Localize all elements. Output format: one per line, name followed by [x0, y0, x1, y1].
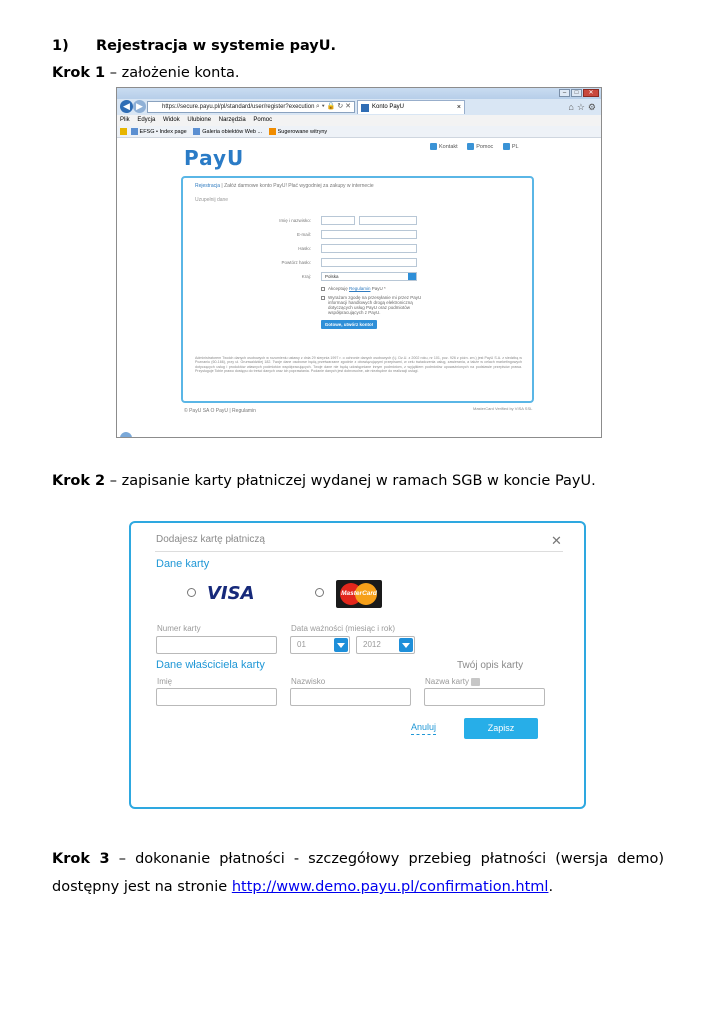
country-select[interactable]: [321, 272, 417, 281]
help-icon: [467, 143, 474, 150]
help-icon[interactable]: [471, 678, 480, 686]
menu-tools[interactable]: Narzędzia: [218, 117, 246, 123]
page-icon: [193, 128, 200, 135]
language-icon: [503, 143, 510, 150]
expiry-year-select[interactable]: [356, 636, 415, 654]
menu-bar: [117, 115, 602, 126]
chevron-down-icon: [399, 638, 413, 652]
name-label: Imię i nazwisko:: [279, 218, 311, 223]
visa-logo: VISA: [207, 583, 255, 604]
favorite-efsg[interactable]: EFSG • Index page: [139, 129, 187, 135]
registration-panel: [181, 176, 534, 403]
step3-label: Krok 3: [52, 851, 110, 867]
window-controls: [559, 89, 599, 97]
password-label: Hasło:: [298, 246, 311, 251]
registration-header: [195, 183, 374, 189]
menu-help[interactable]: Pomoc: [253, 117, 273, 123]
terms-prefix: Akceptuję: [328, 286, 350, 291]
maximize-icon[interactable]: □: [571, 89, 582, 97]
star-icon[interactable]: ☆: [576, 102, 588, 112]
visa-radio[interactable]: [187, 588, 196, 597]
page-footer-links: © PayU SA O PayU | Regulamin: [184, 408, 256, 414]
tab-title: Konto PayU: [372, 104, 405, 110]
first-name-field[interactable]: [321, 216, 355, 225]
demo-link[interactable]: http://www.demo.payu.pl/confirmation.html: [231, 879, 549, 895]
registration-tagline: | Załóż darmowe konto PayU! Płać wygodniej za zakupy w internecie: [220, 183, 374, 189]
owner-data-heading: Dane właściciela karty: [156, 659, 265, 671]
favorite-gallery[interactable]: Galeria obiektów Web ...: [202, 129, 263, 135]
section-number: 1): [52, 38, 69, 54]
terms-suffix: PayU *: [370, 286, 386, 291]
country-label: Kraj:: [301, 274, 311, 279]
payu-top-links: [430, 143, 527, 151]
step2-paragraph: [52, 471, 596, 491]
tab-favicon: [361, 104, 369, 112]
registration-link[interactable]: Rejestracja: [195, 183, 221, 189]
url-text: https://secure.payu.pl/pl/standard/user/register?execution: [162, 104, 315, 110]
address-bar-icons: ⌕ ▾ 🔒 ↻ ✕: [315, 103, 351, 110]
card-number-label: Numer karty: [157, 624, 201, 633]
dialog-title: Dodajesz kartę płatniczą: [156, 534, 265, 545]
expiry-label: Data ważności (miesiąc i rok): [291, 624, 396, 633]
step3-text: – dokonanie płatności - szczegółowy przebieg płatności (wersja demo) dostępny jest na stronie: [52, 851, 664, 895]
home-icon[interactable]: ⌂: [568, 102, 577, 112]
password-repeat-label: Powtórz hasło:: [281, 260, 311, 265]
card-data-heading: Dane karty: [156, 558, 210, 570]
favorite-suggested[interactable]: Sugerowane witryny: [277, 129, 328, 135]
step1-paragraph: [52, 63, 240, 83]
forward-icon[interactable]: ▶: [133, 100, 146, 113]
card-name-label: Nazwa karty: [425, 677, 470, 686]
step3-end: .: [548, 879, 554, 895]
menu-view[interactable]: Widok: [163, 117, 180, 123]
terms-text: [328, 286, 386, 291]
mastercard-logo: [336, 580, 382, 608]
card-name-label-wrap: [425, 677, 480, 686]
registration-subheading: Uzupełnij dane: [195, 197, 229, 203]
mastercard-radio[interactable]: [315, 588, 324, 597]
save-button[interactable]: Zapisz: [464, 718, 538, 739]
browser-screenshot: [116, 87, 602, 438]
language-link[interactable]: PL: [511, 144, 519, 150]
browser-navbar: [117, 99, 602, 115]
first-name-field[interactable]: [156, 688, 277, 706]
cancel-button[interactable]: Anuluj: [411, 722, 436, 735]
security-badges: MasterCard Verified by VISA SSL: [473, 406, 533, 411]
email-label: E-mail:: [296, 232, 311, 237]
close-icon[interactable]: ✕: [551, 533, 562, 548]
marketing-consent-text: Wyrażam zgodę na przesyłanie mi przez PayU informacji handlowych drogą elektroniczną dotyczących usług PayU oraz podmiotów współpracujących z PayU.: [328, 295, 422, 315]
ie-logo-icon: [120, 432, 132, 438]
address-bar[interactable]: [147, 101, 355, 113]
favorites-star-icon[interactable]: [120, 128, 127, 135]
create-account-button[interactable]: Gotowe, utwórz konto!: [321, 320, 377, 329]
suggested-icon: [269, 128, 276, 135]
expiry-month-select[interactable]: [290, 636, 350, 654]
add-card-dialog: [129, 521, 586, 809]
help-link[interactable]: Pomoc: [476, 144, 494, 150]
expiry-year-value: 2012: [363, 640, 381, 649]
section-heading: [52, 36, 336, 56]
step2-text: – zapisanie karty płatniczej wydanej w ramach SGB w koncie PayU.: [105, 473, 596, 489]
last-name-field[interactable]: [290, 688, 411, 706]
menu-favorites[interactable]: Ulubione: [187, 117, 212, 123]
email-field[interactable]: [321, 230, 417, 239]
card-description-heading: Twój opis karty: [457, 660, 524, 671]
chevron-down-icon: [408, 273, 416, 280]
back-icon[interactable]: ◀: [120, 100, 133, 113]
marketing-checkbox[interactable]: [321, 296, 325, 300]
step1-text: – założenie konta.: [105, 65, 240, 81]
card-name-field[interactable]: [424, 688, 545, 706]
last-name-field[interactable]: [359, 216, 417, 225]
terms-link[interactable]: Regulamin: [349, 286, 371, 291]
payu-logo[interactable]: PayU: [184, 146, 245, 170]
card-number-field[interactable]: [156, 636, 277, 654]
browser-tab[interactable]: [357, 100, 465, 114]
tab-close-icon[interactable]: ×: [456, 104, 461, 111]
step3-paragraph: [52, 845, 664, 901]
contact-link[interactable]: Kontakt: [439, 144, 458, 150]
country-value: Polska: [325, 274, 339, 279]
step1-label: Krok 1: [52, 65, 106, 81]
page-icon: [131, 128, 138, 135]
password-field[interactable]: [321, 244, 417, 253]
favorites-bar: [117, 126, 602, 138]
gear-icon[interactable]: ⚙: [587, 102, 599, 112]
menu-edit[interactable]: Edycja: [137, 117, 156, 123]
browser-toolbar-icons: [568, 101, 599, 113]
chevron-down-icon: [334, 638, 348, 652]
privacy-note: Administratorem Twoich danych osobowych w rozumieniu ustawy z dnia 29 sierpnia 1997 r. o ochronie danych osobowych (t.j. Dz.U. z 2002 roku, nr 101, poz. 926 z późn. zm.) jest PayU S.A. z siedzibą w Poznaniu (60-166), przy ul. Grunwaldzkiej 182. Twoje dane osobowe będą przetwarzane zgodnie z obowiązującymi przepisami, w celu świadczenia usług, zawierania, a także w celach marketingowych dotyczących usług i produktów własnych podmiotów współpracujących. Twoje dane nie będą udostępniane innym podmiotom, z wyjątkiem podmiotów upoważnionych na podstawie przepisów prawa. Przysługuje Tobie prawo dostępu do treści danych oraz ich poprawiania. Podanie danych jest dobrowolne, ale niezbędne do realizacji usługi.: [195, 356, 522, 374]
expiry-month-value: 01: [297, 640, 306, 649]
contact-icon: [430, 143, 437, 150]
dialog-divider: [155, 551, 563, 552]
close-window-icon[interactable]: ✕: [583, 89, 599, 97]
last-name-label: Nazwisko: [291, 677, 326, 686]
terms-checkbox[interactable]: [321, 287, 325, 291]
mastercard-wordmark: MasterCard: [341, 590, 377, 597]
password-repeat-field[interactable]: [321, 258, 417, 267]
minimize-icon[interactable]: –: [559, 89, 570, 97]
first-name-label: Imię: [157, 677, 173, 686]
section-title: Rejestracja w systemie payU.: [96, 38, 337, 54]
step2-label: Krok 2: [52, 473, 106, 489]
menu-file[interactable]: Plik: [120, 117, 130, 123]
